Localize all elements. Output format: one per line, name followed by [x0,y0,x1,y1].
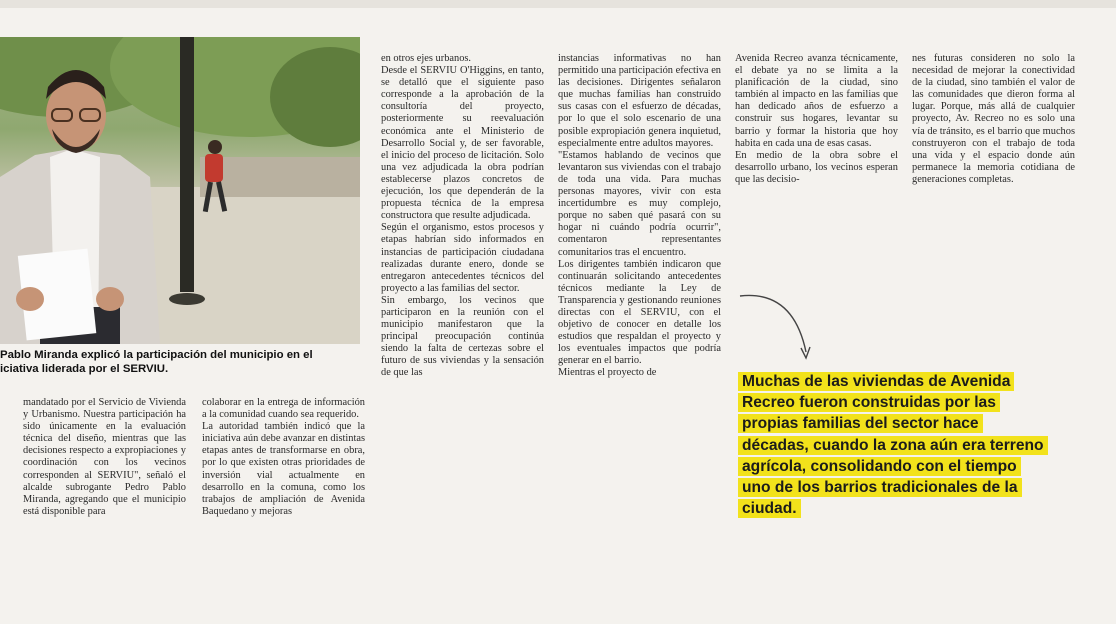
pull-quote-text: Muchas de las viviendas de Avenida Recreo fueron construidas por las propias familias del sector hace décadas, cuando la zona aún era terreno agrícola, consolidando con el tiempo uno de los barrios tradicionales de la ciudad. [738,372,1048,518]
photo-caption: Pablo Miranda explicó la participación del municipio en el iciativa liderada por el SERVIU. [0,349,313,375]
article-photo [0,37,360,344]
article-column-3: en otros ejes urbanos. Desde el SERVIU O'Higgins, en tanto, se detalló que el siguiente paso corresponde a la aprobación de la consultoría del proyecto, posteriormente su reevaluación económica ante el Ministerio de Desarrollo Social y, de ser favorable, el inicio del proceso de licitación. Solo una vez adjudicada la obra podrían establecerse plazos concretos de ejecución, los que dependerán de la propuesta técnica de la empresa constructora que resulte adjudicada. Según el organismo, estos procesos y etapas habrían sido informados en instancias de participación ciudadana realizadas durante enero, donde se entregaron antecedentes técnicos del proyecto a las familias del sector. Sin embargo, los vecinos que participaron en la reunión con el municipio manifestaron que la principal preocupación continúa siendo la falta de certezas sobre el futuro de sus viviendas y la sensación de que las [381,53,544,379]
article-column-1: mandatado por el Servicio de Vivienda y Urbanismo. Nuestra participación ha sido únicamente en la evaluación técnica del diseño, mientras que las decisiones respecto a expropiaciones y coordinación con los vecinos corresponden al SERVIU", señaló el alcalde subrogante Pedro Pablo Miranda, agregando que el municipio está disponible para [23,397,186,517]
article-column-4: instancias informativas no han permitido una participación efectiva en las decisiones. Dirigentes señalaron que muchas familias han construido sus casas con el esfuerzo de décadas, por lo que el solo escenario de una posible expropiación genera inquietud, especialmente entre adultos mayores. "Estamos hablando de vecinos que levantaron sus viviendas con el trabajo de toda una vida. Para muchas personas mayores, vivir con esta incertidumbre es muy complejo, porque no saben qué pasará con su hogar ni cuándo podría ocurrir", comentaron representantes comunitarios tras el encuentro. Los dirigentes también indicaron que continuarán solicitando antecedentes técnicos mediante la Ley de Transparencia y gestionando reuniones directas con el SERVIU, con el objetivo de conocer en detalle los estudios que respaldan el proyecto y los eventuales impactos que podría generar en el barrio. Mientras el proyecto de [558,53,721,379]
pull-quote [738,371,1048,519]
curved-arrow-icon [738,290,818,365]
article-column-6: nes futuras consideren no solo la necesidad de mejorar la conectividad de la ciudad, sino también el valor de las comunidades que dieron forma al lugar. Porque, más allá de cualquier proyecto, Av. Recreo no es solo una vía de tránsito, es el barrio que muchos construyeron con el trabajo de toda una vida y el espacio donde aún permanece la memoria cotidiana de generaciones completas. [912,53,1075,185]
photo-illustration [0,37,360,344]
page-header-strip [0,0,1116,8]
article-column-5: Avenida Recreo avanza técnicamente, el debate ya no se limita a la planificación de la ciudad, sino también al impacto en las familias que han dedicado años de esfuerzo a construir sus hogares, levantar su barrio y formar la historia que hoy habita en cada una de esas casas. En medio de la obra sobre el desarrollo urbano, los vecinos esperan que las decisio- [735,53,898,185]
article-column-2: colaborar en la entrega de información a la comunidad cuando sea requerido. La autoridad también indicó que la iniciativa aún debe avanzar en distintas etapas antes de transformarse en obra, por lo que existen otras prioridades de inversión vial actualmente en desarrollo en la comuna, como los trabajos de ampliación de Avenida Baquedano y mejoras [202,397,366,517]
